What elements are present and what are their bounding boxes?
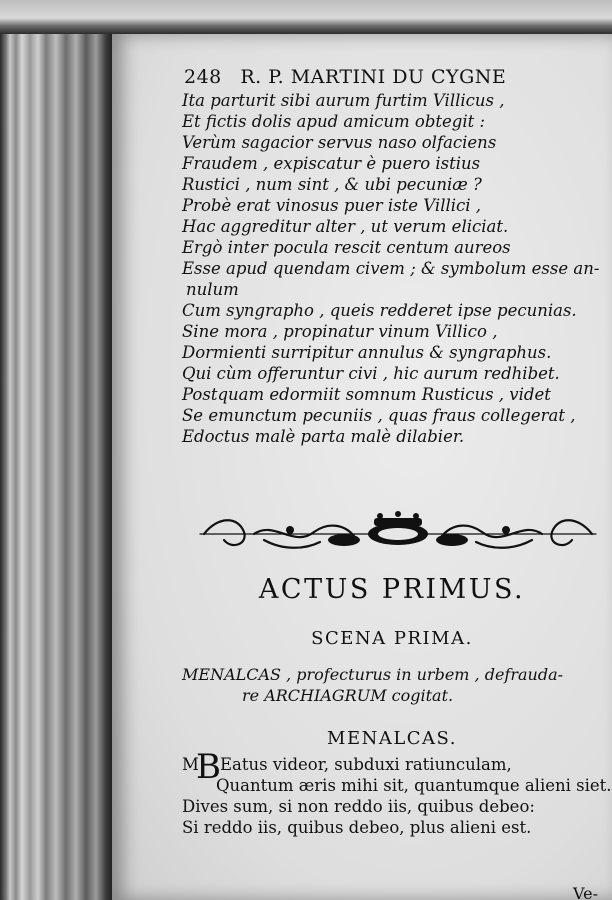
verse-line: Probè erat vinosus puer iste Villici , (182, 196, 482, 215)
decorative-headpiece (194, 510, 602, 558)
verse-line: Esse apud quendam civem ; & symbolum esse an- (182, 259, 600, 278)
book-top-edge (0, 0, 612, 34)
verse-line: Verùm sagacior servus naso olfaciens (182, 133, 497, 152)
verse-line: Se emunctum pecuniis , quas fraus collegerat , (182, 406, 576, 425)
catchword: Ve- (573, 884, 598, 900)
verse-line: Cum syngrapho , queis redderet ipse pecunias. (182, 301, 577, 320)
drop-cap: B (196, 747, 221, 787)
verse-line: Hac aggreditur alter , ut verum eliciat. (182, 217, 509, 236)
verse-line: Edoctus malè parta malè dilabier. (182, 427, 465, 446)
verse-line: nulum (186, 280, 239, 299)
running-header (184, 66, 506, 88)
argument-verse (182, 90, 602, 447)
speaker-name: MENALCAS. (327, 728, 457, 749)
speaker-initial: M (182, 755, 199, 774)
verse-line: Postquam edormiit somnum Rusticus , videt (182, 385, 551, 404)
verse-line: Et fictis dolis apud amicum obtegit : (182, 112, 486, 131)
speech-line: Eatus videor, subduxi ratiunculam, (220, 755, 512, 774)
verse-line: Dormienti surripitur annulus & syngraphus. (182, 343, 552, 362)
verse-line: Sine mora , propinatur vinum Villico , (182, 322, 498, 341)
speech-line: Quantum æris mihi sit, quantumque alieni siet. (216, 776, 612, 795)
running-title: R. P. MARTINI DU CYGNE (240, 66, 507, 88)
argument-line: MENALCAS , profecturus in urbem , defrauda- (182, 665, 564, 684)
page-number: 248 (184, 66, 222, 88)
scene-argument (182, 664, 602, 706)
book-page (112, 34, 612, 900)
book-page-edges (0, 0, 112, 900)
speech-text (182, 747, 612, 838)
verse-line: Ergò inter pocula rescit centum aureos (182, 238, 511, 257)
speech-line: Si reddo iis, quibus debeo, plus alieni est. (182, 818, 532, 837)
verse-line: Qui cùm offeruntur civi , hic aurum redhibet. (182, 364, 560, 383)
speech-line: Dives sum, si non reddo iis, quibus debeo: (182, 797, 535, 816)
scene-title: SCENA PRIMA. (311, 628, 473, 649)
verse-line: Ita parturit sibi aurum furtim Villicus , (182, 91, 505, 110)
argument-line: re ARCHIAGRUM cogitat. (242, 686, 454, 705)
act-title: ACTUS PRIMUS. (258, 574, 526, 605)
verse-line: Fraudem , expiscatur è puero istius (182, 154, 481, 173)
verse-line: Rustici , num sint , & ubi pecuniæ ? (182, 175, 482, 194)
